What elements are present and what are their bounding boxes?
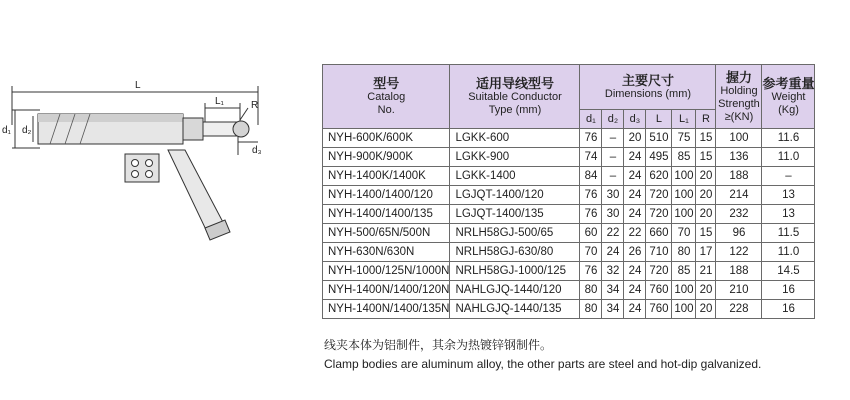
table-row	[323, 129, 815, 148]
header-type-en2: Type (mm)	[488, 104, 542, 116]
terminal-pad	[125, 154, 159, 182]
cell-weight: 11.0	[762, 148, 815, 167]
header-strength-cn: 握力	[725, 69, 752, 85]
cell-conductor-type: LGKK-900	[450, 148, 580, 167]
cell-catalog-no: NYH-1400/1400/120	[323, 186, 450, 205]
header-weight	[762, 65, 815, 129]
header-dimensions	[580, 65, 716, 110]
cell-L: 760	[646, 300, 672, 319]
header-catalog-en2: No.	[377, 104, 395, 116]
cell-conductor-type: NRLH58GJ-500/65	[450, 224, 580, 243]
header-type-en: Suitable Conductor	[468, 91, 562, 103]
cell-weight: 16	[762, 281, 815, 300]
table-row	[323, 300, 815, 319]
cell-d1: 60	[580, 224, 602, 243]
cell-conductor-type: NRLH58GJ-630/80	[450, 243, 580, 262]
cell-d3: 24	[624, 281, 646, 300]
cell-d2: –	[602, 167, 624, 186]
table-row	[323, 148, 815, 167]
cell-holding-strength: 188	[716, 262, 762, 281]
cell-weight: –	[762, 167, 815, 186]
cell-d3: 24	[624, 167, 646, 186]
cell-R: 20	[696, 281, 716, 300]
clevis-pin	[233, 121, 249, 137]
cell-L1: 100	[672, 205, 696, 224]
cell-d1: 80	[580, 300, 602, 319]
cell-holding-strength: 100	[716, 129, 762, 148]
label-d1: d₁	[2, 125, 11, 136]
cell-conductor-type: NAHLGJQ-1440/120	[450, 281, 580, 300]
cell-catalog-no: NYH-1400N/1400/120N	[323, 281, 450, 300]
cell-R: 17	[696, 243, 716, 262]
cell-holding-strength: 188	[716, 167, 762, 186]
cell-R: 15	[696, 148, 716, 167]
cell-catalog-no: NYH-900K/900K	[323, 148, 450, 167]
cell-d3: 24	[624, 300, 646, 319]
cell-R: 20	[696, 300, 716, 319]
cell-R: 15	[696, 129, 716, 148]
header-L: L	[646, 110, 672, 129]
cell-L: 620	[646, 167, 672, 186]
cell-d1: 70	[580, 243, 602, 262]
cell-weight: 16	[762, 300, 815, 319]
cell-d3: 24	[624, 205, 646, 224]
header-strength-en: Holding	[720, 84, 758, 97]
label-d2: d₂	[22, 125, 32, 136]
table-row	[323, 205, 815, 224]
cell-d1: 80	[580, 281, 602, 300]
table-row	[323, 243, 815, 262]
clamp-technical-drawing	[0, 78, 300, 258]
cell-R: 15	[696, 224, 716, 243]
cell-catalog-no: NYH-600K/600K	[323, 129, 450, 148]
cell-d1: 84	[580, 167, 602, 186]
cell-d3: 24	[624, 262, 646, 281]
cell-d2: –	[602, 129, 624, 148]
cell-L1: 75	[672, 129, 696, 148]
cell-d3: 24	[624, 186, 646, 205]
cell-L1: 100	[672, 167, 696, 186]
cell-catalog-no: NYH-1400K/1400K	[323, 167, 450, 186]
jumper-sleeve	[168, 150, 225, 234]
cell-holding-strength: 214	[716, 186, 762, 205]
cell-holding-strength: 232	[716, 205, 762, 224]
cell-L1: 85	[672, 262, 696, 281]
cell-d2: 22	[602, 224, 624, 243]
cell-holding-strength: 228	[716, 300, 762, 319]
cell-L: 710	[646, 243, 672, 262]
cell-conductor-type: LGKK-600	[450, 129, 580, 148]
cell-weight: 11.6	[762, 129, 815, 148]
cell-d1: 76	[580, 205, 602, 224]
cell-holding-strength: 96	[716, 224, 762, 243]
header-strength-en2: Strength	[718, 97, 760, 110]
pad-hole	[132, 160, 139, 167]
cell-L: 720	[646, 186, 672, 205]
cell-d1: 74	[580, 148, 602, 167]
cell-catalog-no: NYH-1400/1400/135	[323, 205, 450, 224]
cell-d2: 30	[602, 186, 624, 205]
header-strength	[716, 65, 762, 129]
header-weight-en: Weight	[771, 91, 806, 103]
table-row	[323, 281, 815, 300]
cell-L1: 100	[672, 186, 696, 205]
pad-hole	[146, 160, 153, 167]
cell-catalog-no: NYH-630N/630N	[323, 243, 450, 262]
cell-L: 720	[646, 205, 672, 224]
cell-weight: 14.5	[762, 262, 815, 281]
cell-d2: –	[602, 148, 624, 167]
cell-L: 495	[646, 148, 672, 167]
cell-L: 760	[646, 281, 672, 300]
cell-R: 20	[696, 205, 716, 224]
cell-d3: 24	[624, 148, 646, 167]
cell-L1: 70	[672, 224, 696, 243]
header-catalog-cn: 型号	[373, 76, 400, 91]
cell-L1: 80	[672, 243, 696, 262]
cell-conductor-type: LGJQT-1400/120	[450, 186, 580, 205]
label-R: R	[251, 100, 259, 111]
cell-d3: 22	[624, 224, 646, 243]
header-catalog-en: Catalog	[367, 91, 406, 103]
cell-catalog-no: NYH-1400N/1400/135N	[323, 300, 450, 319]
dim-leader-R	[240, 108, 248, 120]
cell-R: 20	[696, 186, 716, 205]
cell-weight: 13	[762, 186, 815, 205]
header-dimensions-cn: 主要尺寸	[621, 73, 674, 88]
spec-table	[322, 64, 815, 319]
cell-conductor-type: LGJQT-1400/135	[450, 205, 580, 224]
cell-conductor-type: NRLH58GJ-1000/125	[450, 262, 580, 281]
cell-L: 720	[646, 262, 672, 281]
cell-conductor-type: NAHLGJQ-1440/135	[450, 300, 580, 319]
header-d2: d₂	[602, 110, 624, 129]
label-L1: L₁	[215, 96, 224, 107]
header-d1: d₁	[580, 110, 602, 129]
label-d3: d₃	[252, 145, 262, 156]
cell-holding-strength: 122	[716, 243, 762, 262]
cell-R: 21	[696, 262, 716, 281]
cell-d2: 32	[602, 262, 624, 281]
cell-L1: 85	[672, 148, 696, 167]
cell-conductor-type: LGKK-1400	[450, 167, 580, 186]
header-R: R	[696, 110, 716, 129]
table-row	[323, 224, 815, 243]
header-type	[450, 65, 580, 129]
header-d3: d₃	[624, 110, 646, 129]
header-dimensions-en: Dimensions (mm)	[604, 88, 692, 100]
cell-L: 660	[646, 224, 672, 243]
cell-holding-strength: 210	[716, 281, 762, 300]
cell-d2: 30	[602, 205, 624, 224]
clamp-joint	[183, 118, 203, 140]
cell-d3: 20	[624, 129, 646, 148]
cell-weight: 13	[762, 205, 815, 224]
cell-catalog-no: NYH-500/65N/500N	[323, 224, 450, 243]
note-chinese: 线夹本体为铝制件，其余为热镀锌钢制件。	[324, 338, 553, 352]
cell-d2: 24	[602, 243, 624, 262]
pad-hole	[146, 171, 153, 178]
cell-d1: 76	[580, 262, 602, 281]
table-row	[323, 262, 815, 281]
label-L: L	[135, 80, 141, 91]
cell-d2: 34	[602, 281, 624, 300]
cell-d1: 76	[580, 129, 602, 148]
cell-d1: 76	[580, 186, 602, 205]
note-english: Clamp bodies are aluminum alloy, the other parts are steel and hot-dip galvanized.	[324, 357, 762, 371]
cell-R: 20	[696, 167, 716, 186]
cell-catalog-no: NYH-1000/125N/1000N	[323, 262, 450, 281]
cell-holding-strength: 136	[716, 148, 762, 167]
cell-weight: 11.0	[762, 243, 815, 262]
header-L1: L₁	[672, 110, 696, 129]
cell-d2: 34	[602, 300, 624, 319]
cell-d3: 26	[624, 243, 646, 262]
header-weight-unit: (Kg)	[778, 104, 799, 116]
table-row	[323, 186, 815, 205]
cell-L1: 100	[672, 300, 696, 319]
table-row	[323, 167, 815, 186]
pad-hole	[132, 171, 139, 178]
cell-L: 510	[646, 129, 672, 148]
header-type-cn: 适用导线型号	[475, 76, 554, 91]
header-strength-unit: ≥(KN)	[724, 110, 754, 123]
header-weight-cn: 参考重量	[762, 76, 815, 91]
header-catalog	[323, 65, 450, 129]
cell-L1: 100	[672, 281, 696, 300]
cell-weight: 11.5	[762, 224, 815, 243]
